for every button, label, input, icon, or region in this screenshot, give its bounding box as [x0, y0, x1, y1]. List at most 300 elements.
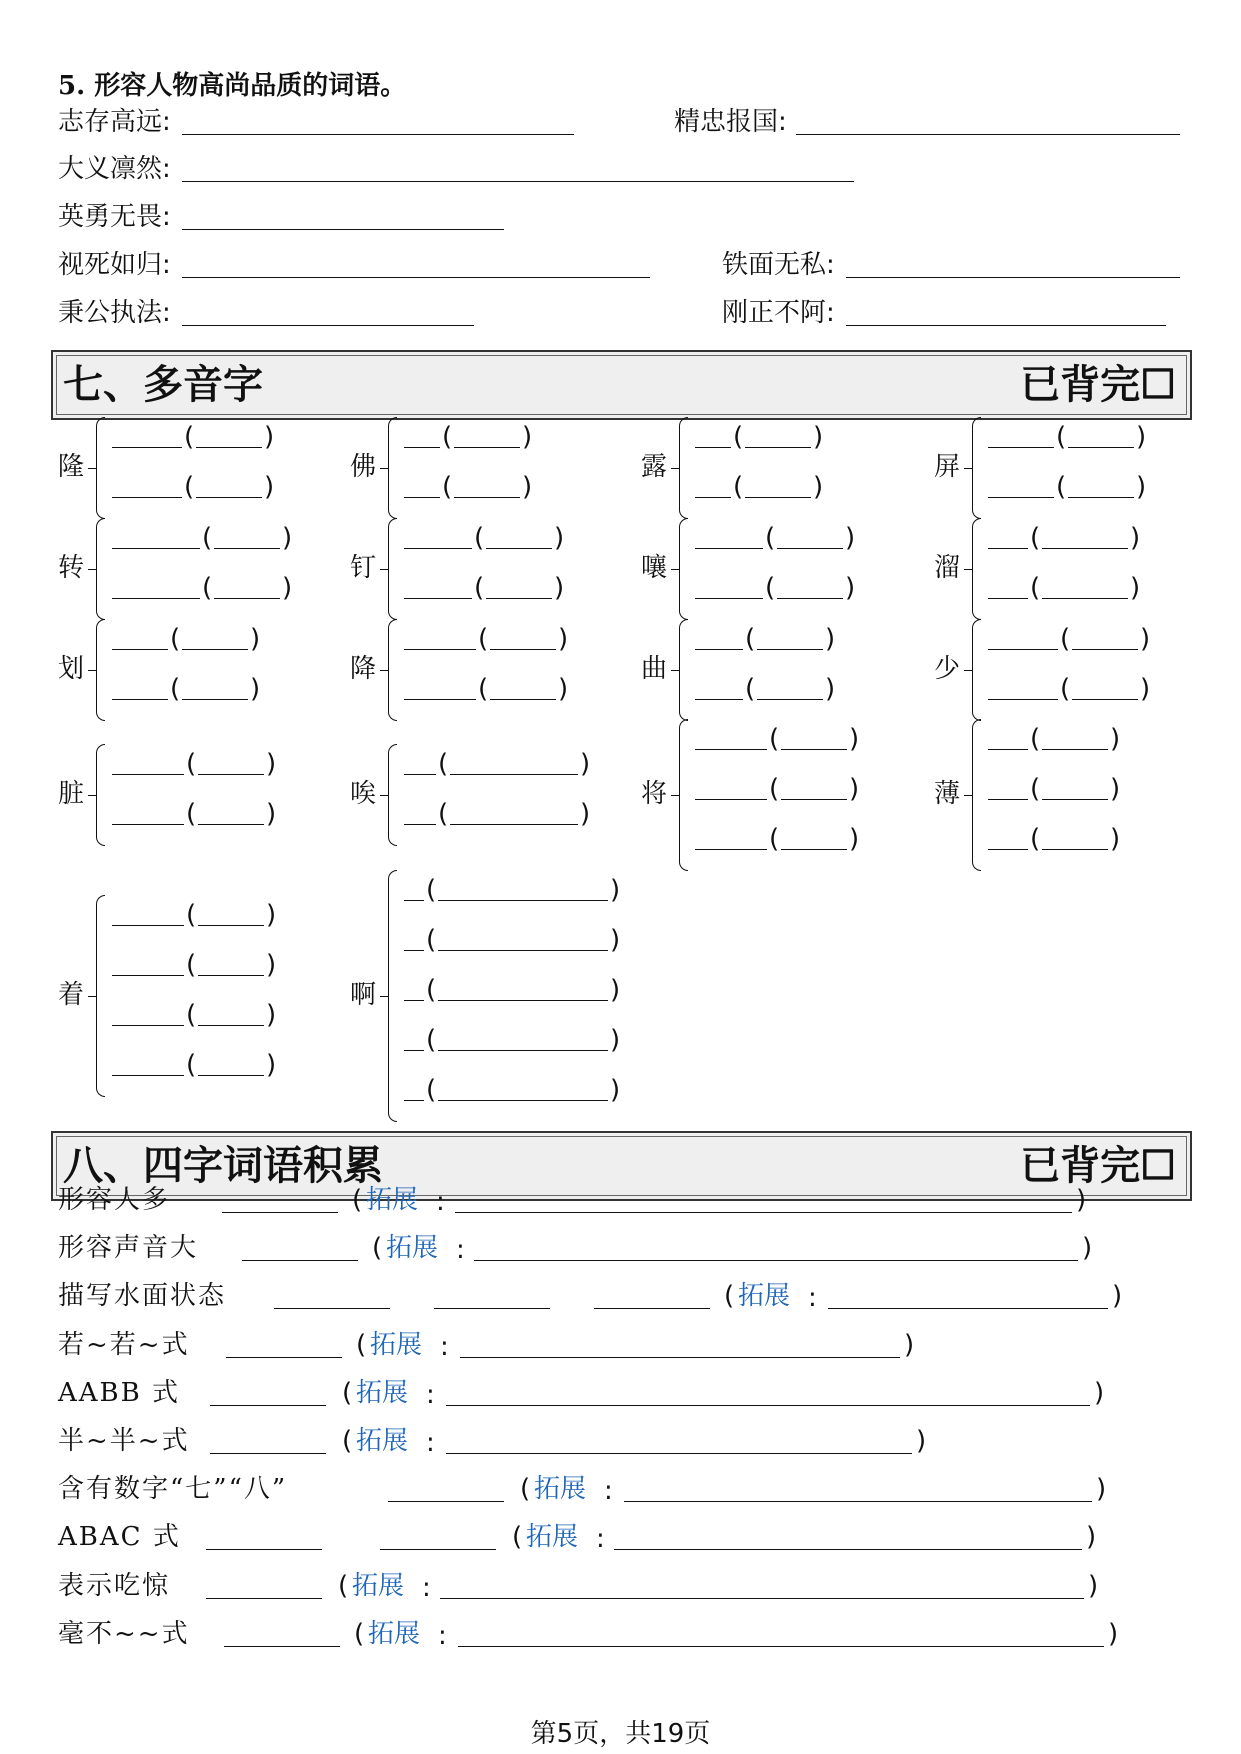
paren-close: ) [849, 724, 860, 754]
section-8-title: 八、四字词语积累 [63, 1142, 383, 1189]
paren-close: ) [1096, 1474, 1107, 1505]
idiom-category: 形容声音大 [58, 1233, 199, 1264]
word-blank[interactable] [695, 749, 767, 750]
paren-close: ) [1136, 472, 1147, 502]
pinyin-blank[interactable] [438, 900, 608, 901]
paren-close: ) [1140, 624, 1151, 654]
polyphonic-char: 降 [350, 654, 377, 684]
paren-close: ) [250, 624, 261, 654]
brace [679, 619, 688, 721]
pinyin-blank[interactable] [198, 925, 264, 926]
term-label: 英勇无畏: [58, 202, 171, 232]
paren-open: ( [342, 1426, 353, 1456]
paren-open: ( [202, 523, 213, 553]
paren-open: ( [745, 624, 756, 654]
paren-close: ) [1110, 724, 1121, 754]
expand-blank[interactable] [446, 1453, 912, 1454]
paren-open: ( [442, 422, 453, 452]
word-blank[interactable] [988, 598, 1028, 599]
expand-blank[interactable] [614, 1549, 1082, 1550]
word-blank[interactable] [695, 849, 767, 850]
pinyin-blank[interactable] [781, 749, 847, 750]
pinyin-blank[interactable] [454, 447, 520, 448]
word-blank[interactable] [695, 649, 743, 650]
paren-close: ) [610, 875, 621, 905]
paren-open: ( [1030, 774, 1041, 804]
paren-open: ( [186, 900, 197, 930]
paren-open: ( [426, 1025, 437, 1055]
paren-close: ) [1082, 1233, 1093, 1264]
word-blank[interactable] [112, 598, 200, 599]
memorized-checkbox[interactable]: 已背完☐ [1020, 361, 1176, 408]
term-label: 大义凛然: [58, 154, 171, 184]
pinyin-blank[interactable] [490, 699, 556, 700]
paren-open: ( [1056, 472, 1067, 502]
pinyin-blank[interactable] [486, 548, 552, 549]
idiom-category: 含有数字“七”“八” [58, 1474, 288, 1505]
paren-open: ( [1030, 573, 1041, 603]
pinyin-blank[interactable] [1068, 497, 1134, 498]
word-blank[interactable] [404, 447, 440, 448]
polyphonic-char: 着 [58, 980, 85, 1010]
paren-open: ( [769, 824, 780, 854]
answer-line[interactable] [796, 134, 1180, 135]
polyphonic-char: 曲 [641, 654, 668, 684]
expand-label: 拓展 [356, 1426, 409, 1456]
word-blank[interactable] [404, 548, 472, 549]
pinyin-blank[interactable] [1042, 598, 1128, 599]
pinyin-blank[interactable] [490, 649, 556, 650]
polyphonic-char: 薄 [934, 779, 961, 809]
paren-close: ) [849, 824, 860, 854]
paren-open: ( [342, 1377, 353, 1408]
word-blank[interactable] [404, 824, 436, 825]
paren-open: ( [1060, 624, 1071, 654]
colon: : [440, 1331, 449, 1362]
idiom-category: 形容人多 [58, 1185, 171, 1215]
idiom-blank[interactable] [380, 1549, 496, 1550]
expand-label: 拓展 [738, 1281, 791, 1312]
paren-close: ) [522, 422, 533, 452]
paren-open: ( [372, 1233, 383, 1264]
section-5-title: 5. 形容人物高尚品质的词语。 [58, 71, 407, 101]
term-label: 精忠报国: [674, 107, 787, 137]
memorized-checkbox[interactable]: 已背完☐ [1020, 1142, 1176, 1189]
paren-open: ( [438, 749, 449, 779]
pinyin-blank[interactable] [198, 824, 264, 825]
paren-open: ( [474, 573, 485, 603]
brace [972, 619, 981, 721]
paren-close: ) [1136, 422, 1147, 452]
brace [972, 417, 981, 519]
idiom-blank[interactable] [210, 1453, 326, 1454]
word-blank[interactable] [988, 849, 1028, 850]
expand-blank[interactable] [474, 1260, 1078, 1261]
pinyin-blank[interactable] [198, 1025, 264, 1026]
colon: : [808, 1283, 817, 1314]
paren-close: ) [1086, 1522, 1097, 1553]
pinyin-blank[interactable] [196, 447, 262, 448]
brace [972, 719, 981, 871]
term-label: 刚正不阿: [722, 298, 835, 328]
brace [388, 619, 397, 721]
pinyin-blank[interactable] [450, 774, 578, 775]
paren-open: ( [426, 1075, 437, 1105]
polyphonic-char: 啊 [350, 980, 377, 1010]
expand-blank[interactable] [624, 1501, 1092, 1502]
brace [972, 518, 981, 620]
brace [679, 719, 688, 871]
word-blank[interactable] [404, 1000, 424, 1001]
colon: : [436, 1187, 445, 1217]
word-blank[interactable] [404, 950, 424, 951]
paren-close: ) [610, 975, 621, 1005]
paren-close: ) [558, 674, 569, 704]
colon: : [438, 1620, 447, 1651]
word-blank[interactable] [404, 649, 476, 650]
paren-open: ( [765, 573, 776, 603]
paren-close: ) [1130, 573, 1141, 603]
answer-line[interactable] [182, 134, 574, 135]
word-blank[interactable] [988, 699, 1058, 700]
pinyin-blank[interactable] [1072, 699, 1138, 700]
paren-close: ) [1140, 674, 1151, 704]
paren-open: ( [202, 573, 213, 603]
word-blank[interactable] [695, 799, 767, 800]
brace [96, 417, 105, 519]
idiom-blank[interactable] [434, 1308, 550, 1309]
paren-close: ) [264, 472, 275, 502]
word-blank[interactable] [112, 497, 182, 498]
paren-close: ) [1112, 1281, 1123, 1312]
idiom-blank[interactable] [206, 1549, 322, 1550]
paren-close: ) [1130, 523, 1141, 553]
paren-close: ) [282, 573, 293, 603]
polyphonic-char: 少 [934, 654, 961, 684]
paren-open: ( [186, 799, 197, 829]
paren-open: ( [520, 1474, 531, 1505]
pinyin-blank[interactable] [781, 849, 847, 850]
expand-blank[interactable] [460, 1357, 900, 1358]
term-label: 秉公执法: [58, 298, 171, 328]
word-blank[interactable] [404, 497, 440, 498]
polyphonic-char: 脏 [58, 779, 85, 809]
pinyin-blank[interactable] [198, 1075, 264, 1076]
word-blank[interactable] [112, 925, 184, 926]
pinyin-blank[interactable] [214, 548, 280, 549]
pinyin-blank[interactable] [454, 497, 520, 498]
brace [96, 744, 105, 846]
answer-line[interactable] [846, 277, 1180, 278]
expand-blank[interactable] [446, 1405, 1090, 1406]
pinyin-blank[interactable] [182, 699, 248, 700]
paren-open: ( [356, 1329, 367, 1360]
colon: : [604, 1476, 613, 1507]
paren-close: ) [522, 472, 533, 502]
paren-close: ) [1110, 774, 1121, 804]
word-blank[interactable] [695, 497, 731, 498]
colon: : [426, 1379, 435, 1410]
paren-open: ( [1056, 422, 1067, 452]
paren-close: ) [1088, 1570, 1099, 1601]
paren-open: ( [745, 674, 756, 704]
paren-open: ( [184, 422, 195, 452]
polyphonic-char: 划 [58, 654, 85, 684]
paren-close: ) [845, 573, 856, 603]
idiom-category: AABB 式 [58, 1377, 181, 1408]
pinyin-blank[interactable] [745, 447, 811, 448]
page-number: 第5页，共19页 [530, 1719, 711, 1749]
polyphonic-char: 将 [641, 779, 668, 809]
word-blank[interactable] [112, 649, 168, 650]
pinyin-blank[interactable] [198, 774, 264, 775]
paren-close: ) [266, 1000, 277, 1030]
pinyin-blank[interactable] [438, 1050, 608, 1051]
paren-close: ) [813, 472, 824, 502]
word-blank[interactable] [988, 749, 1028, 750]
word-blank[interactable] [404, 900, 424, 901]
term-label: 铁面无私: [722, 250, 835, 280]
paren-open: ( [426, 925, 437, 955]
paren-open: ( [442, 472, 453, 502]
colon: : [422, 1572, 431, 1603]
paren-close: ) [849, 774, 860, 804]
section-7-title: 七、多音字 [63, 361, 263, 408]
paren-open: ( [186, 1050, 197, 1080]
section-8-header [51, 1131, 1192, 1201]
pinyin-blank[interactable] [1072, 649, 1138, 650]
pinyin-blank[interactable] [450, 824, 578, 825]
word-blank[interactable] [988, 799, 1028, 800]
word-blank[interactable] [695, 699, 743, 700]
paren-close: ) [580, 799, 591, 829]
idiom-blank[interactable] [226, 1357, 342, 1358]
polyphonic-char: 钉 [350, 553, 377, 583]
pinyin-blank[interactable] [781, 799, 847, 800]
pinyin-blank[interactable] [777, 598, 843, 599]
expand-label: 拓展 [386, 1233, 439, 1264]
brace [679, 518, 688, 620]
polyphonic-char: 隆 [58, 452, 85, 482]
brace [96, 895, 105, 1097]
pinyin-blank[interactable] [214, 598, 280, 599]
pinyin-blank[interactable] [777, 548, 843, 549]
word-blank[interactable] [404, 1050, 424, 1051]
paren-close: ) [282, 523, 293, 553]
paren-open: ( [438, 799, 449, 829]
paren-open: ( [474, 523, 485, 553]
paren-open: ( [478, 674, 489, 704]
word-blank[interactable] [695, 447, 731, 448]
paren-close: ) [1110, 824, 1121, 854]
brace [679, 417, 688, 519]
expand-label: 拓展 [370, 1329, 423, 1360]
pinyin-blank[interactable] [1042, 749, 1108, 750]
word-blank[interactable] [404, 774, 436, 775]
paren-open: ( [170, 624, 181, 654]
idiom-category: 描写水面状态 [58, 1281, 227, 1312]
expand-blank[interactable] [828, 1308, 1108, 1309]
paren-close: ) [580, 749, 591, 779]
brace [388, 518, 397, 620]
brace [96, 619, 105, 721]
term-label: 视死如归: [58, 250, 171, 280]
paren-close: ) [266, 749, 277, 779]
pinyin-blank[interactable] [1068, 447, 1134, 448]
word-blank[interactable] [112, 548, 200, 549]
brace [388, 744, 397, 846]
word-blank[interactable] [112, 699, 168, 700]
word-blank[interactable] [988, 649, 1058, 650]
polyphonic-char: 转 [58, 553, 85, 583]
pinyin-blank[interactable] [745, 497, 811, 498]
paren-open: ( [1030, 824, 1041, 854]
paren-open: ( [478, 624, 489, 654]
expand-label: 拓展 [368, 1618, 421, 1649]
paren-open: ( [1030, 724, 1041, 754]
word-blank[interactable] [988, 447, 1054, 448]
word-blank[interactable] [404, 598, 472, 599]
paren-close: ) [554, 573, 565, 603]
pinyin-blank[interactable] [757, 649, 823, 650]
pinyin-blank[interactable] [757, 699, 823, 700]
paren-open: ( [765, 523, 776, 553]
word-blank[interactable] [695, 548, 763, 549]
word-blank[interactable] [988, 497, 1054, 498]
paren-close: ) [610, 1025, 621, 1055]
idiom-blank[interactable] [210, 1405, 326, 1406]
idiom-blank[interactable] [224, 1646, 340, 1647]
pinyin-blank[interactable] [486, 598, 552, 599]
paren-close: ) [610, 1075, 621, 1105]
paren-open: ( [186, 749, 197, 779]
expand-label: 拓展 [356, 1377, 409, 1408]
paren-open: ( [512, 1522, 523, 1553]
word-blank[interactable] [988, 548, 1028, 549]
word-blank[interactable] [404, 1100, 424, 1101]
idiom-category: 毫不~~式 [58, 1618, 190, 1649]
paren-open: ( [338, 1570, 349, 1601]
colon: : [426, 1428, 435, 1458]
word-blank[interactable] [404, 699, 476, 700]
pinyin-blank[interactable] [1042, 799, 1108, 800]
paren-close: ) [266, 950, 277, 980]
brace [96, 518, 105, 620]
idiom-category: 若~若~式 [58, 1329, 190, 1360]
idiom-blank[interactable] [242, 1260, 358, 1261]
polyphonic-char: 屏 [934, 452, 961, 482]
idiom-blank[interactable] [206, 1598, 322, 1599]
paren-open: ( [186, 1000, 197, 1030]
word-blank[interactable] [112, 774, 184, 775]
paren-open: ( [170, 674, 181, 704]
pinyin-blank[interactable] [196, 497, 262, 498]
answer-line[interactable] [846, 325, 1166, 326]
paren-close: ) [845, 523, 856, 553]
paren-close: ) [266, 799, 277, 829]
paren-close: ) [558, 624, 569, 654]
paren-close: ) [266, 1050, 277, 1080]
paren-close: ) [904, 1329, 915, 1360]
paren-open: ( [724, 1281, 735, 1312]
idiom-blank[interactable] [222, 1212, 338, 1213]
paren-close: ) [610, 925, 621, 955]
pinyin-blank[interactable] [438, 1100, 608, 1101]
polyphonic-char: 唉 [350, 779, 377, 809]
colon: : [456, 1235, 465, 1266]
pinyin-blank[interactable] [182, 649, 248, 650]
pinyin-blank[interactable] [438, 1000, 608, 1001]
answer-line[interactable] [182, 229, 504, 230]
answer-line[interactable] [182, 277, 650, 278]
expand-label: 拓展 [366, 1185, 419, 1215]
paren-close: ) [825, 674, 836, 704]
answer-line[interactable] [182, 181, 854, 182]
expand-label: 拓展 [534, 1474, 587, 1505]
paren-open: ( [1060, 674, 1071, 704]
idiom-category: 表示吃惊 [58, 1570, 171, 1601]
paren-open: ( [769, 774, 780, 804]
paren-open: ( [186, 950, 197, 980]
idiom-blank[interactable] [274, 1308, 390, 1309]
paren-open: ( [426, 975, 437, 1005]
expand-blank[interactable] [440, 1598, 1084, 1599]
expand-blank[interactable] [458, 1646, 1104, 1647]
paren-open: ( [769, 724, 780, 754]
idiom-blank[interactable] [388, 1501, 504, 1502]
word-blank[interactable] [695, 598, 763, 599]
paren-close: ) [813, 422, 824, 452]
word-blank[interactable] [112, 824, 184, 825]
expand-blank[interactable] [455, 1212, 1072, 1213]
paren-open: ( [733, 472, 744, 502]
paren-close: ) [1094, 1377, 1105, 1408]
paren-close: ) [916, 1426, 927, 1456]
expand-label: 拓展 [352, 1570, 405, 1601]
pinyin-blank[interactable] [438, 950, 608, 951]
word-blank[interactable] [112, 1025, 184, 1026]
paren-open: ( [1030, 523, 1041, 553]
polyphonic-char: 溜 [934, 553, 961, 583]
idiom-category: 半~半~式 [58, 1426, 190, 1456]
polyphonic-char: 嚷 [641, 553, 668, 583]
pinyin-blank[interactable] [1042, 849, 1108, 850]
term-label: 志存高远: [58, 107, 171, 137]
paren-open: ( [352, 1185, 363, 1215]
paren-close: ) [250, 674, 261, 704]
colon: : [596, 1524, 605, 1555]
pinyin-blank[interactable] [1042, 548, 1128, 549]
paren-open: ( [733, 422, 744, 452]
answer-line[interactable] [182, 325, 474, 326]
word-blank[interactable] [112, 447, 182, 448]
paren-close: ) [264, 422, 275, 452]
section-7-header [51, 350, 1192, 420]
expand-label: 拓展 [526, 1522, 579, 1553]
word-blank[interactable] [112, 975, 184, 976]
pinyin-blank[interactable] [198, 975, 264, 976]
paren-close: ) [825, 624, 836, 654]
polyphonic-char: 露 [641, 452, 668, 482]
paren-close: ) [1076, 1185, 1087, 1215]
brace [388, 870, 397, 1122]
brace [388, 417, 397, 519]
paren-open: ( [184, 472, 195, 502]
word-blank[interactable] [112, 1075, 184, 1076]
paren-close: ) [1108, 1618, 1119, 1649]
idiom-blank[interactable] [594, 1308, 710, 1309]
paren-close: ) [554, 523, 565, 553]
